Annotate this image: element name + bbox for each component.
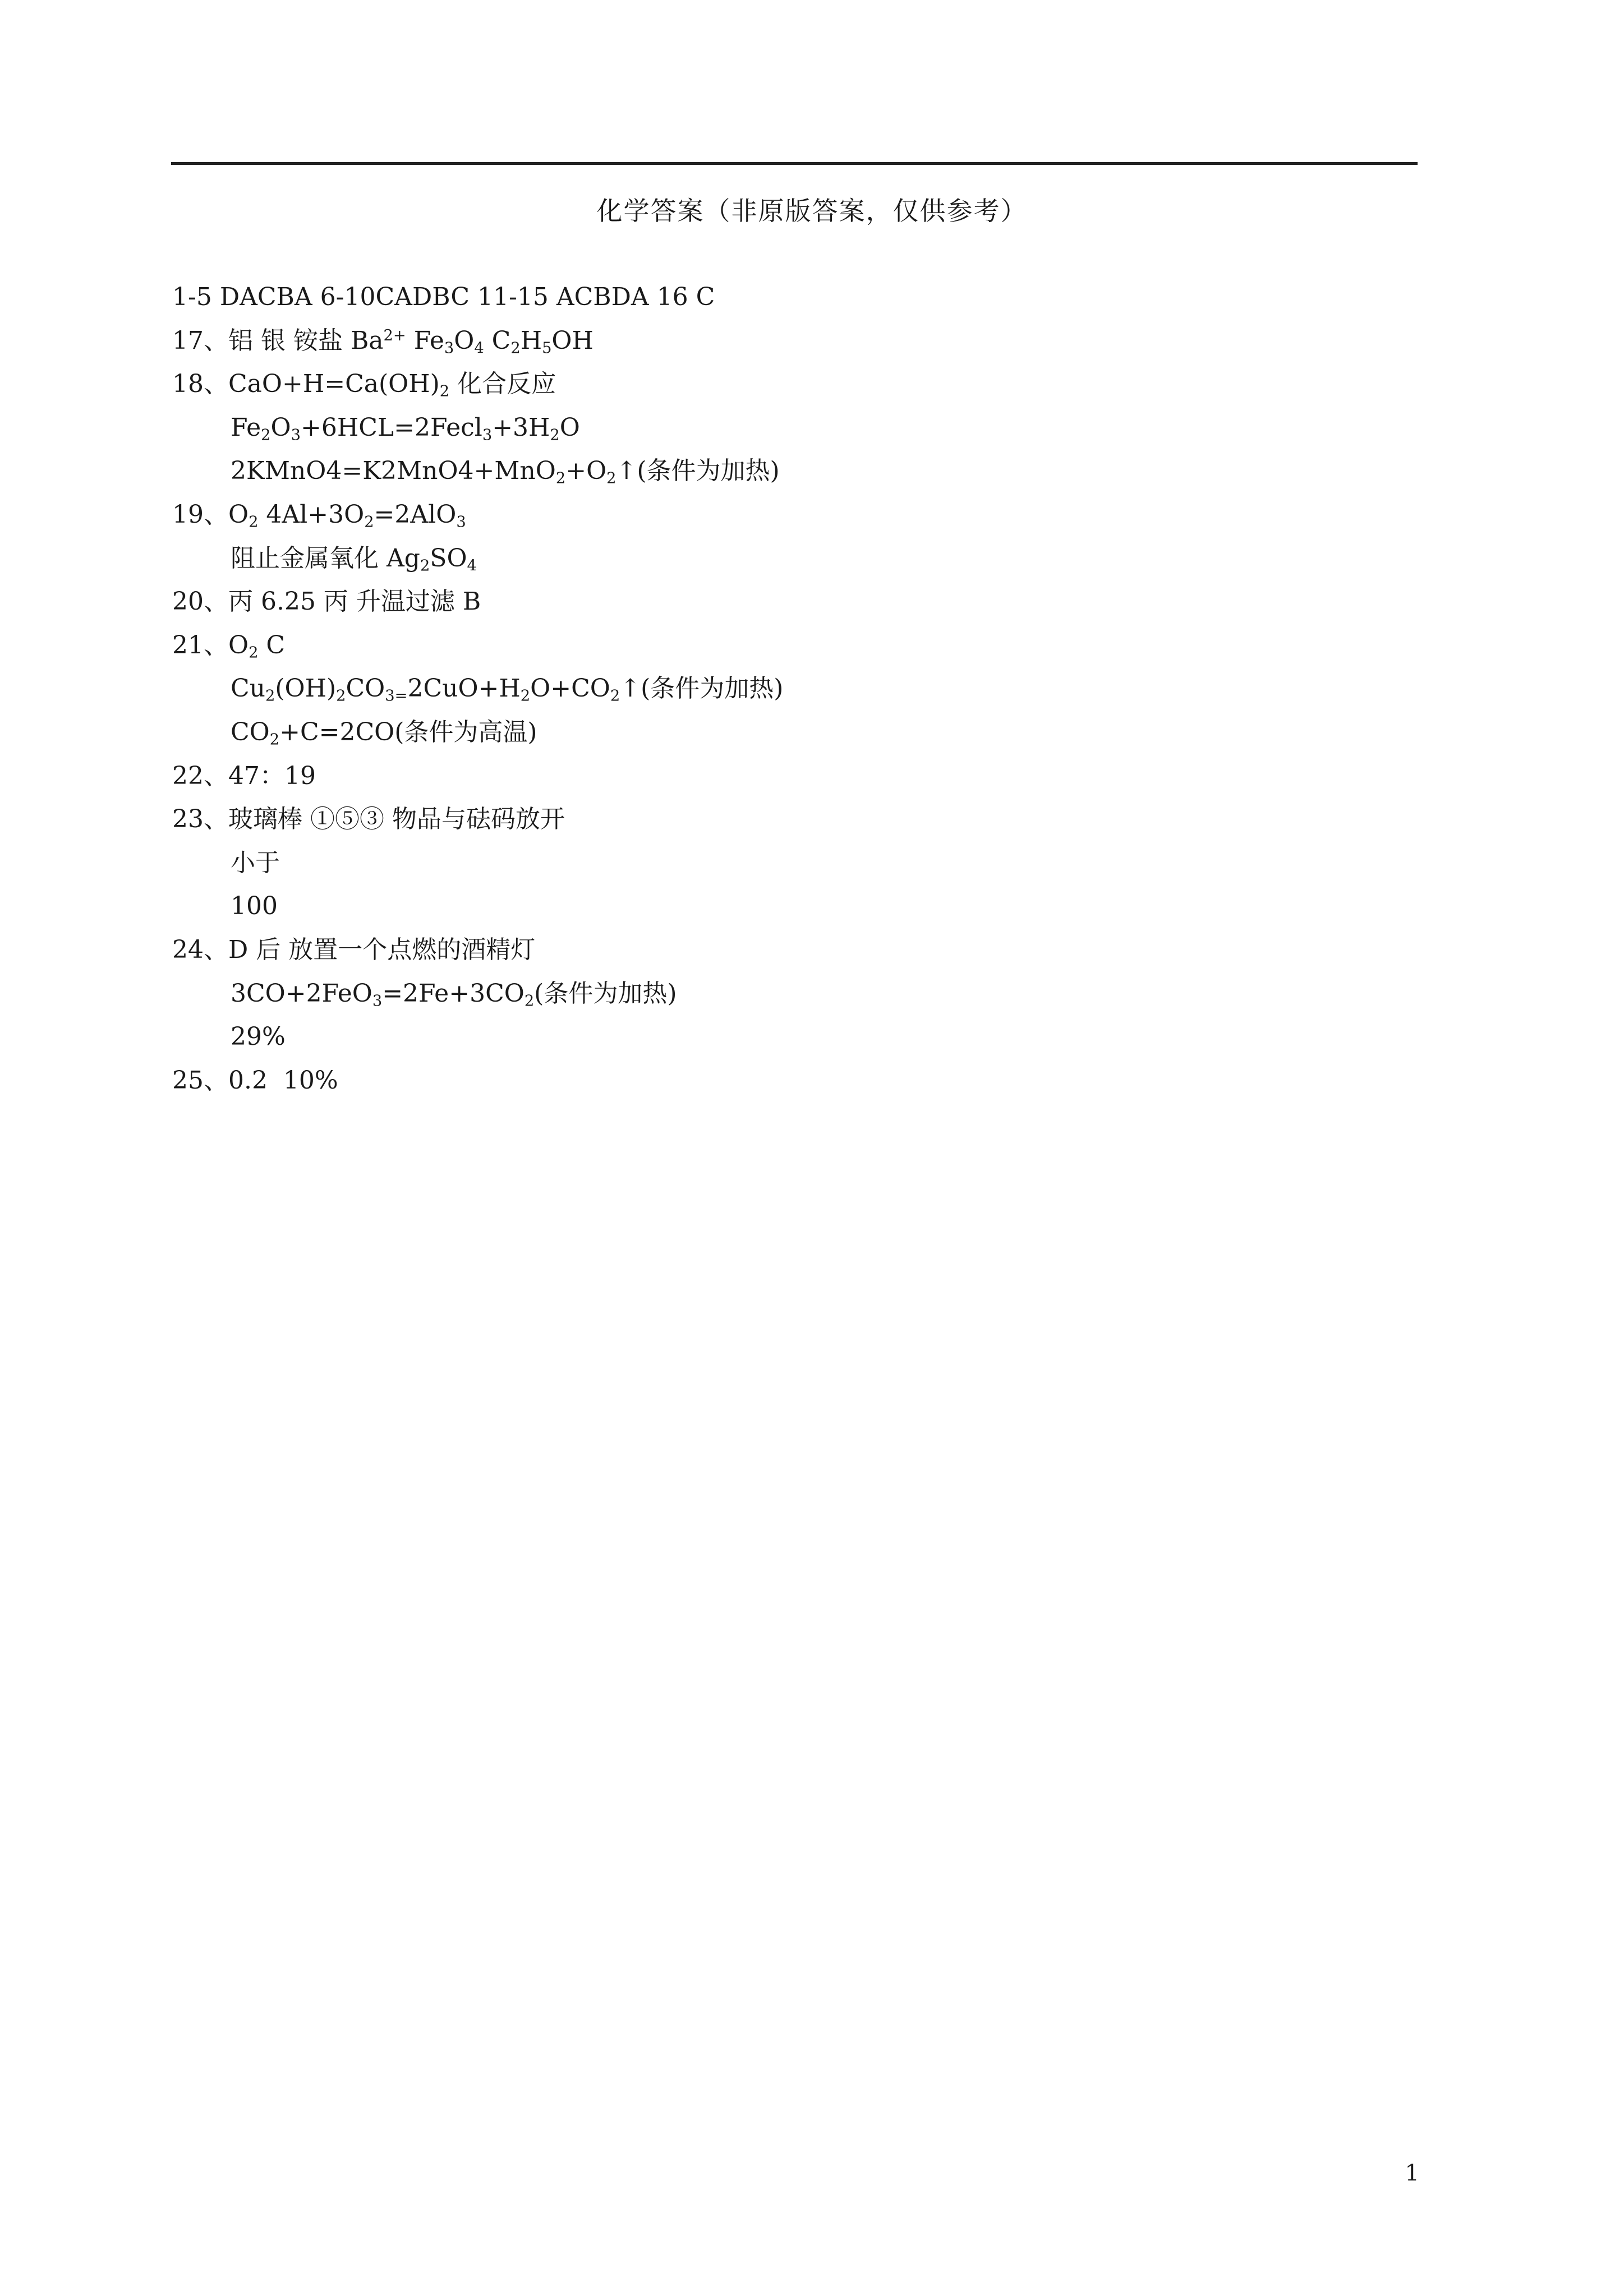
answer-line-q20 <box>172 585 1406 629</box>
answer-text: 2KMnO4=K2MnO4+MnO <box>231 457 556 486</box>
answer-line-q19-a <box>172 498 1406 542</box>
answer-text: O <box>270 413 291 442</box>
answer-text: O+CO <box>530 674 610 703</box>
answer-text: 100 <box>231 892 278 921</box>
subscript: 2 <box>439 382 450 400</box>
answer-text: 17、铝 银 铵盐 Ba <box>172 326 384 355</box>
answer-line-q19-b <box>172 542 1406 585</box>
subscript: 2 <box>364 513 374 531</box>
answer-text: H <box>520 326 542 355</box>
answer-text: Cu <box>231 674 266 703</box>
answer-text: 29% <box>231 1022 286 1052</box>
answer-text: 23、玻璃棒 ①⑤③ 物品与砝码放开 <box>172 805 565 834</box>
subscript: 2 <box>249 644 259 662</box>
superscript: 2+ <box>383 326 406 344</box>
subscript: = <box>394 687 408 705</box>
answer-text: ↑(条件为加热) <box>616 457 780 486</box>
subscript: 3 <box>291 426 301 444</box>
answer-text: Fe <box>231 413 261 442</box>
answer-line-q23-a <box>172 803 1406 846</box>
subscript: 2 <box>336 687 346 705</box>
subscript: 2 <box>261 426 271 444</box>
answer-text: (OH) <box>275 674 337 703</box>
answer-text: 2CuO+H <box>407 674 521 703</box>
subscript: 2 <box>269 731 280 749</box>
answer-text: 化合反应 <box>449 370 556 399</box>
answer-text: 22、47：19 <box>172 761 316 790</box>
answer-line-q18-b <box>172 411 1406 455</box>
answer-text: +6HCL=2Fecl <box>300 413 482 442</box>
subscript: 2 <box>510 339 521 357</box>
answer-line-q23-c <box>172 889 1406 933</box>
subscript: 5 <box>542 339 552 357</box>
subscript: 2 <box>249 513 259 531</box>
answer-text: =2Fe+3CO <box>382 979 525 1008</box>
answer-text: CO <box>231 717 270 746</box>
page-number: 1 <box>1405 2160 1419 2186</box>
subscript: 3 <box>482 426 493 444</box>
subscript: 2 <box>520 687 531 705</box>
subscript: 4 <box>467 557 477 575</box>
answer-text: C <box>258 630 286 660</box>
answer-text: +C=2CO(条件为高温) <box>279 717 537 746</box>
answer-line-q17 <box>172 324 1406 368</box>
answer-text: C <box>484 326 511 355</box>
subscript: 4 <box>474 339 484 357</box>
header-rule <box>171 162 1418 165</box>
answer-line-q18-a <box>172 367 1406 411</box>
subscript: 2 <box>555 470 566 487</box>
answer-text: 1-5 DACBA 6-10CADBC 11-15 ACBDA 16 C <box>172 283 715 311</box>
answer-line-q1-16 <box>172 280 1406 324</box>
subscript: 2 <box>606 470 617 487</box>
answer-line-q21-a <box>172 629 1406 672</box>
answer-line-q24-c <box>172 1020 1406 1064</box>
subscript: 3 <box>456 513 466 531</box>
answer-text: =2AlO <box>374 500 457 529</box>
answer-line-q21-c <box>172 716 1406 759</box>
answer-line-q22 <box>172 759 1406 803</box>
answer-text: 4Al+3O <box>258 500 365 529</box>
answer-text: Fe <box>406 326 444 355</box>
answer-line-q24-b <box>172 977 1406 1021</box>
answer-line-q24-a <box>172 933 1406 977</box>
subscript: 2 <box>265 687 275 705</box>
answer-text: (条件为加热) <box>534 979 677 1008</box>
answer-text: 19、O <box>172 500 249 529</box>
page-title: 化学答案（非原版答案，仅供参考） <box>596 196 1028 226</box>
answer-text: 3CO+2FeO <box>231 979 372 1008</box>
answer-text: SO <box>430 543 467 573</box>
answer-text: 20、丙 6.25 丙 升温过滤 B <box>172 587 481 616</box>
answer-text: O <box>454 326 475 355</box>
subscript: 2 <box>420 557 430 575</box>
answer-line-q18-c <box>172 454 1406 498</box>
answer-text: OH <box>551 326 594 355</box>
answer-text: 24、D 后 放置一个点燃的酒精灯 <box>172 935 536 964</box>
answer-text: 21、O <box>172 630 249 660</box>
answer-text: ↑(条件为加热) <box>620 674 784 703</box>
answer-text: 25、0.2 10% <box>172 1066 338 1095</box>
subscript: 3 <box>372 992 383 1010</box>
answer-text: 18、CaO+H=Ca(OH) <box>172 370 440 399</box>
answer-list <box>172 280 1406 1107</box>
answer-text: 阻止金属氧化 Ag <box>231 543 420 573</box>
answer-text: O <box>559 413 580 442</box>
subscript: 2 <box>550 426 560 444</box>
answer-text: CO <box>346 674 385 703</box>
answer-text: +O <box>565 457 607 486</box>
answer-line-q21-b <box>172 672 1406 716</box>
answer-line-q23-b <box>172 846 1406 890</box>
answer-text: 小于 <box>231 848 280 877</box>
answer-line-q25 <box>172 1064 1406 1108</box>
answer-text: +3H <box>492 413 550 442</box>
subscript: 3 <box>444 339 454 357</box>
subscript: 2 <box>524 992 535 1010</box>
subscript: 3 <box>385 687 395 705</box>
subscript: 2 <box>610 687 620 705</box>
